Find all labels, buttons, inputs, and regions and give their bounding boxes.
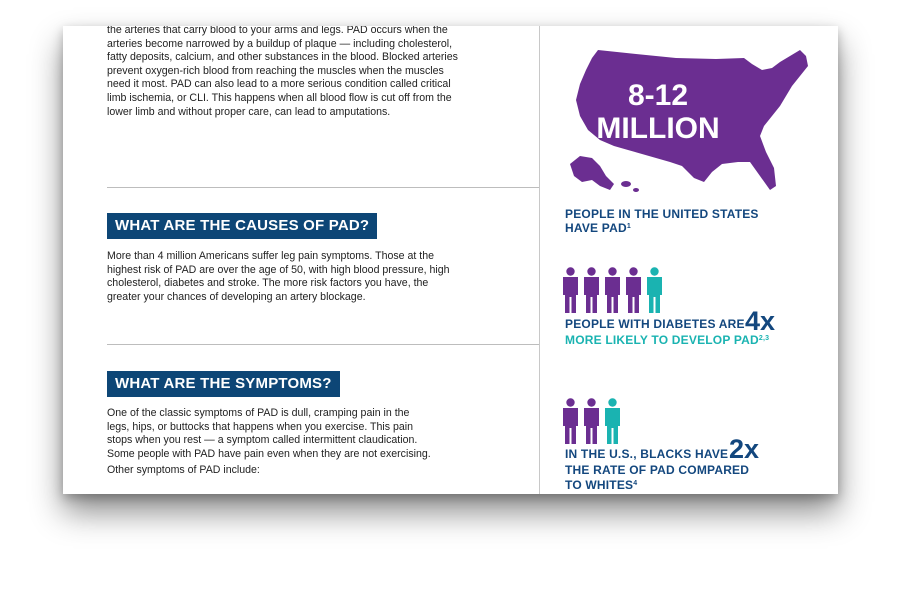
stat-label: MORE LIKELY TO DEVELOP PAD$^{2,3}$ <box>565 333 770 347</box>
causes-heading: WHAT ARE THE CAUSES OF PAD? <box>107 213 377 239</box>
person-icon <box>583 398 600 444</box>
causes-paragraph: More than 4 million Americans suffer leg pain symptoms. Those at the highest risk of PAD are over the age of 50, with high blood pressure, high cholesterol, diabetes and stroke. The more risk factors you have, the greater your chances of developing an artery blockage. <box>107 250 450 303</box>
section-divider <box>107 344 539 345</box>
stat-label: HAVE PAD$^1$ <box>565 221 631 235</box>
person-icon <box>562 398 579 444</box>
person-icon <box>562 267 579 313</box>
stat-label: PEOPLE IN THE UNITED STATES <box>565 207 759 221</box>
person-icon-highlighted <box>604 398 621 444</box>
stat-number: 8-12 MILLION <box>596 79 720 145</box>
person-icon-highlighted <box>646 267 663 313</box>
person-icon <box>583 267 600 313</box>
stat-label: IN THE U.S., BLACKS HAVE <box>565 447 729 461</box>
symptoms-paragraph: One of the classic symptoms of PAD is dull, cramping pain in the legs, hips, or buttocks that happens when you exercise. This pain stops when you rest — a symptom called intermittent claudication. Some people with PAD have pain even when they are not exercising. <box>107 407 431 460</box>
stat-multiplier: 2x <box>729 434 760 464</box>
stat-label: TO WHITES$^4$ <box>565 478 638 492</box>
stat-label: THE RATE OF PAD COMPARED <box>565 463 750 477</box>
intro-paragraph: the arteries that carry blood to your arms and legs. PAD occurs when the arteries become narrowed by a buildup of plaque — including cholesterol, fatty deposits, calcium, and other substances in the blood. Blocked arteries prevent oxygen-rich blood from reaching the muscles when the muscles need it most. PAD can also lead to a more serious condition called critical limb ischemia, or CLI. This happens when all blood flow is cut off from the lower limb and without proper care, can lead to amputations. <box>107 26 458 118</box>
symptoms-list-intro: Other symptoms of PAD include: <box>107 464 260 476</box>
section-divider <box>107 187 539 188</box>
document-page <box>63 26 838 494</box>
stat-label: PEOPLE WITH DIABETES ARE <box>565 317 745 331</box>
people-icon-row <box>562 398 621 444</box>
symptoms-heading: WHAT ARE THE SYMPTOMS? <box>107 371 340 397</box>
people-icon-row <box>562 267 663 313</box>
person-icon <box>625 267 642 313</box>
column-divider <box>539 26 540 494</box>
stat-multiplier: 4x <box>745 306 776 336</box>
person-icon <box>604 267 621 313</box>
